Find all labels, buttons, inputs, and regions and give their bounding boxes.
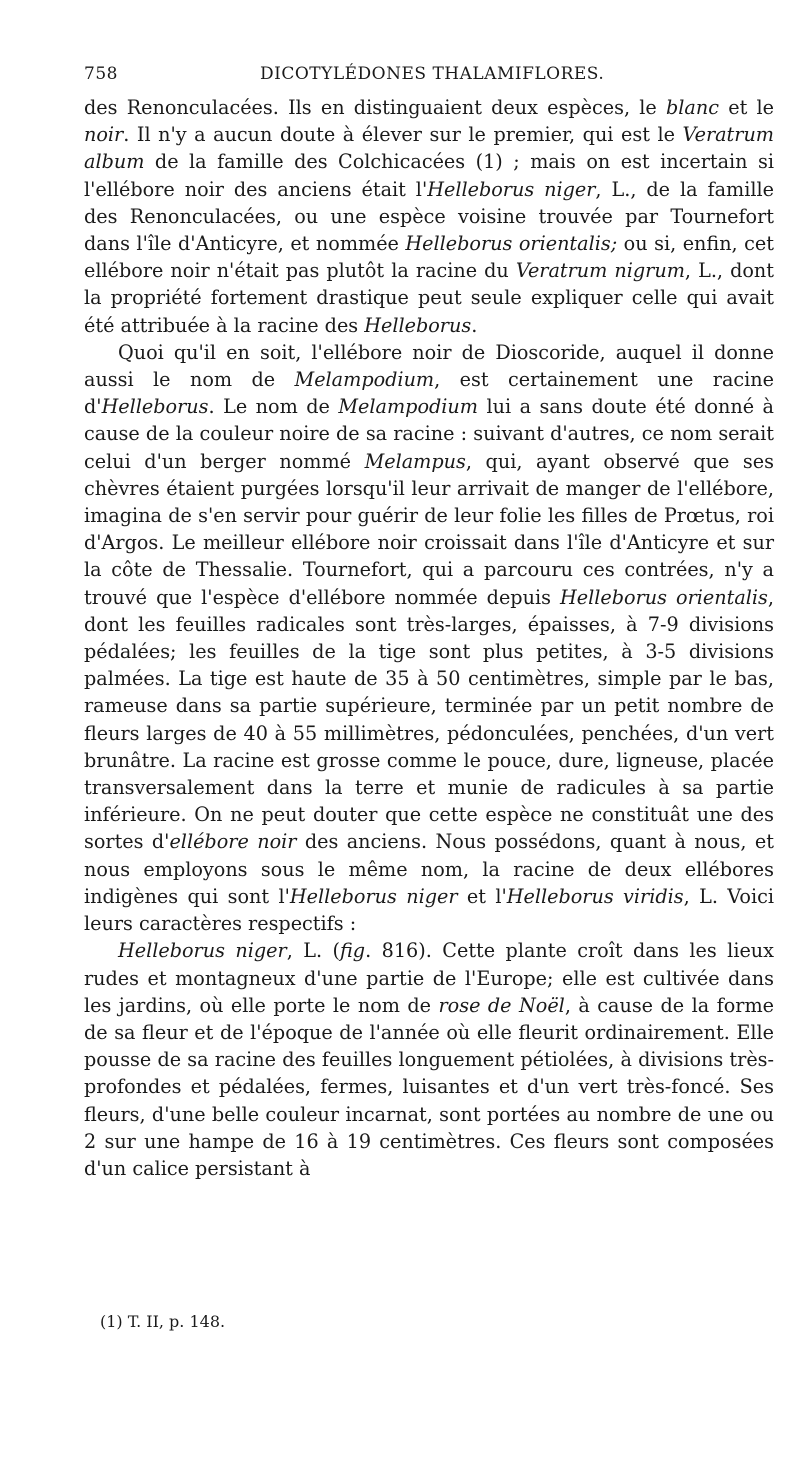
italic-run: fig — [340, 939, 366, 963]
italic-run: Helleborus niger — [118, 939, 287, 963]
italic-run: Helleborus orientalis — [560, 585, 768, 609]
text-run: Quoi qu'il en soit, l'ellébore noir de Dioscoride, auquel il donne aussi le nom de — [84, 340, 774, 392]
italic-run: Helleborus viridis — [506, 884, 684, 908]
text-run: , L., de la famille des Renonculacées, ou une espèce voisine trouvée par Tournefort dans l'île d'Anticyre, et nommée — [84, 177, 774, 256]
italic-run: Veratrum album — [84, 123, 774, 174]
text-run: et le — [718, 96, 774, 119]
italic-run: Helleborus niger — [289, 884, 458, 908]
text-run: , à cause de la forme de sa fleur et de l'époque de l'année où elle fleurit ordinairement. Elle pousse de sa racine des feuilles longuement pétiolées, à divisions très-profondes et pédalées, fermes, luisantes et d'un vert très-foncé. Ses fleurs, d'une belle couleur incarnat, sont portées au nombre de une ou 2 sur une hampe de 16 à 19 centimètres. Ces fleurs sont composées d'un calice persistant à — [84, 993, 774, 1180]
text-run: . Il n'y a aucun doute à élever sur le premier, qui est le — [123, 123, 683, 147]
page-number: 758 — [84, 64, 118, 84]
italic-run: Helleborus orientalis; — [405, 232, 618, 256]
text-run: de la famille des Colchicacées (1) ; mais on est incertain si l'ellébore noir des anciens était l' — [84, 150, 774, 201]
italic-run: Helleborus niger — [427, 177, 596, 201]
paragraph — [84, 937, 774, 1182]
running-title: DICOTYLÉDONES THALAMIFLORES. — [260, 64, 605, 84]
italic-run: ellébore noir — [169, 830, 297, 854]
italic-run: Helleborus — [364, 313, 472, 337]
text-run: , dont les feuilles radicales sont très-larges, épaisses, à 7-9 divisions pédalées; les feuilles de la tige sont plus petites, à 3-5 divisions palmées. La tige est haute de 35 à 50 centimètres, simple par le bas, rameuse dans sa partie supérieure, terminée par un petit nombre de fleurs larges de 40 à 55 millimètres, pédonculées, penchées, d'un vert brunâtre. La racine est grosse comme le pouce, dure, ligneuse, placée transversalement dans la terre et munie de radicules à sa partie inférieure. On ne peut douter que cette espèce ne constituât une des sortes d' — [84, 585, 774, 854]
body-text — [84, 94, 774, 1182]
italic-run: Melampodium — [338, 395, 478, 419]
text-run: des Renonculacées. Ils en distinguaient deux espèces, le — [84, 96, 667, 119]
text-run: , L., dont la propriété fortement drastique peut seule expliquer celle qui avait été attribuée à la racine des — [84, 259, 774, 337]
text-run: . — [471, 313, 478, 337]
text-run: , L. ( — [286, 939, 340, 963]
footnote: (1) T. II, p. 148. — [100, 1312, 226, 1331]
italic-run: rose de Noël — [438, 993, 565, 1017]
paragraph — [84, 339, 774, 937]
text-run: , est certainement une racine d' — [84, 368, 774, 419]
italic-run: Melampodium — [294, 368, 435, 392]
text-run: ou si, enfin, cet ellébore noir n'était pas plutôt la racine du — [84, 232, 774, 283]
italic-run: Veratrum nigrum — [515, 259, 685, 283]
text-run: des anciens. Nous possédons, quant à nous, et nous employons sous le même nom, la racine de deux ellébores indigènes qui sont l' — [84, 830, 774, 908]
italic-run: noir — [84, 123, 124, 147]
running-head — [84, 58, 774, 88]
text-run: lui a sans doute été donné à cause de la couleur noire de sa racine : suivant d'autres, ce nom serait celui d'un berger nommé — [84, 395, 774, 473]
text-run: , L. Voici leurs caractères respectifs : — [84, 884, 774, 936]
italic-run: Helleborus — [101, 395, 209, 419]
text-run: , qui, ayant observé que ses chèvres étaient purgées lorsqu'il leur arrivait de manger de l'ellébore, imagina de s'en servir pour guérir de leur folie les filles de Prœtus, roi d'Argos. Le meilleur ellébore noir croissait dans l'île d'Anticyre et sur la côte de Thessalie. Tournefort, qui a parcouru ces contrées, n'y a trouvé que l'espèce d'ellébore nommée depuis — [84, 449, 774, 609]
text-run: . 816). Cette plante croît dans les lieux rudes et montagneux d'une partie de l'Europe; elle est cultivée dans les jardins, où elle porte le nom de — [84, 939, 774, 1017]
italic-run: Melampus — [364, 449, 466, 473]
text-run: et l' — [457, 884, 507, 908]
paragraph — [84, 94, 774, 339]
italic-run: blanc — [666, 96, 719, 119]
text-run: . Le nom de — [208, 395, 339, 419]
